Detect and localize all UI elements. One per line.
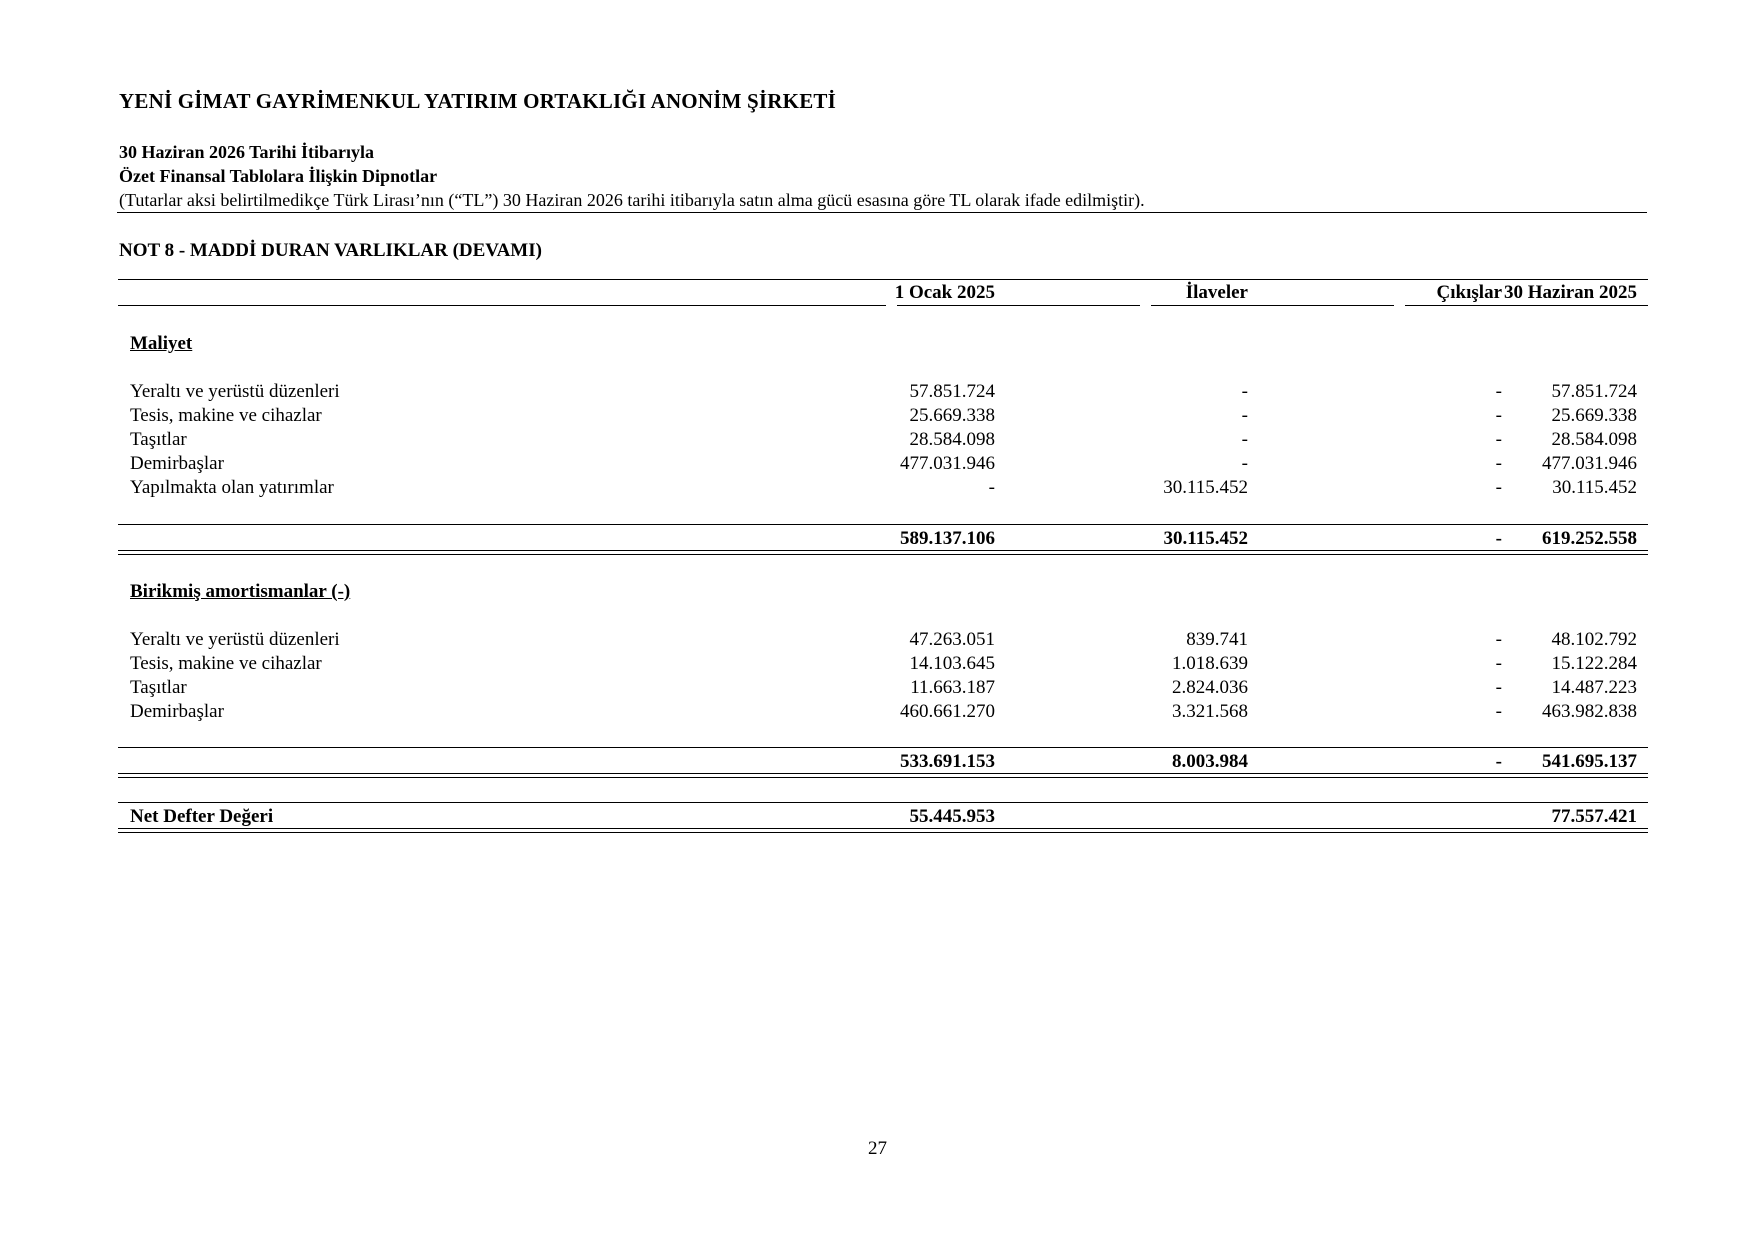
total-double-rule (118, 550, 1140, 555)
value-cell: 30.115.452 (1163, 477, 1248, 498)
value-cell: 463.982.838 (1542, 701, 1637, 722)
value-cell: 14.103.645 (909, 653, 995, 674)
report-date: 30 Haziran 2026 Tarihi İtibarıyla (119, 142, 375, 162)
total-cell: 619.252.558 (1542, 528, 1637, 549)
currency-note: (Tutarlar aksi belirtilmedikçe Türk Lirası’nın (“TL”) 30 Haziran 2026 tarihi itibarıyla satın alma gücü esasına göre TL olarak ifade edilmiştir). (119, 190, 1145, 210)
value-cell: 47.263.051 (909, 629, 995, 650)
value-cell: 3.321.568 (1172, 701, 1248, 722)
row-label: Tesis, makine ve cihazlar (130, 653, 322, 674)
table-top-rule (118, 279, 1648, 280)
column-header-3: Çıkışlar (1436, 282, 1502, 303)
column-header-4: 30 Haziran 2025 (1504, 282, 1637, 303)
total-cell: 541.695.137 (1542, 751, 1637, 772)
fixed-assets-table (118, 276, 1648, 836)
row-label: Taşıtlar (130, 677, 187, 698)
value-cell: 15.122.284 (1551, 653, 1637, 674)
header-underline (897, 305, 1140, 306)
column-header-1: 1 Ocak 2025 (894, 282, 995, 303)
value-cell: 28.584.098 (1551, 429, 1637, 450)
value-cell: - (1495, 629, 1502, 650)
header-underline (1151, 305, 1394, 306)
total-cell: 8.003.984 (1172, 751, 1248, 772)
header-underline (1405, 305, 1648, 306)
net-value-double-rule (118, 828, 1140, 833)
value-cell: 477.031.946 (900, 453, 995, 474)
value-cell: 477.031.946 (1542, 453, 1637, 474)
value-cell: - (1495, 405, 1502, 426)
value-cell: 2.824.036 (1172, 677, 1248, 698)
total-double-rule (118, 773, 1140, 778)
net-book-value-label: Net Defter Değeri (130, 806, 274, 827)
value-cell: - (1241, 405, 1248, 426)
value-cell: 28.584.098 (909, 429, 995, 450)
value-cell: 839.741 (1186, 629, 1248, 650)
header-underline (118, 305, 886, 306)
row-label: Yeraltı ve yerüstü düzenleri (130, 629, 340, 650)
total-double-rule (1140, 773, 1648, 778)
total-cell: 589.137.106 (900, 528, 995, 549)
value-cell: 25.669.338 (909, 405, 995, 426)
row-label: Yapılmakta olan yatırımlar (130, 477, 334, 498)
value-cell: 57.851.724 (909, 381, 995, 402)
page-number: 27 (868, 1138, 887, 1159)
section-title-depreciation: Birikmiş amortismanlar (-) (130, 581, 351, 602)
note-title: NOT 8 - MADDİ DURAN VARLIKLAR (DEVAMI) (119, 240, 542, 261)
value-cell: - (1495, 453, 1502, 474)
value-cell: 1.018.639 (1172, 653, 1248, 674)
row-label: Yeraltı ve yerüstü düzenleri (130, 381, 340, 402)
value-cell: 25.669.338 (1551, 405, 1637, 426)
value-cell: 14.487.223 (1551, 677, 1637, 698)
row-label: Taşıtlar (130, 429, 187, 450)
company-name: YENİ GİMAT GAYRİMENKUL YATIRIM ORTAKLIĞI ANONİM ŞİRKETİ (119, 89, 836, 113)
value-cell: 57.851.724 (1551, 381, 1637, 402)
total-double-rule (1140, 550, 1648, 555)
value-cell: - (1241, 381, 1248, 402)
row-label: Demirbaşlar (130, 453, 224, 474)
row-label: Demirbaşlar (130, 701, 224, 722)
value-cell: - (1495, 677, 1502, 698)
total-cell: 30.115.452 (1163, 528, 1248, 549)
value-cell: 48.102.792 (1551, 629, 1637, 650)
report-subtitle: Özet Finansal Tablolara İlişkin Dipnotlar (119, 166, 438, 186)
total-cell: 533.691.153 (900, 751, 995, 772)
total-cell: - (1495, 751, 1502, 772)
value-cell: - (1495, 653, 1502, 674)
net-value-double-rule (1140, 828, 1648, 833)
header-divider (117, 212, 1647, 213)
row-label: Tesis, makine ve cihazlar (130, 405, 322, 426)
section-title-cost: Maliyet (130, 333, 193, 354)
value-cell: - (1495, 477, 1502, 498)
column-header-2: İlaveler (1185, 282, 1248, 303)
net-value-cell: 55.445.953 (909, 806, 995, 827)
value-cell: 460.661.270 (900, 701, 995, 722)
value-cell: - (1495, 429, 1502, 450)
value-cell: 11.663.187 (910, 677, 995, 698)
value-cell: - (988, 477, 995, 498)
value-cell: - (1495, 381, 1502, 402)
value-cell: - (1241, 453, 1248, 474)
subtotal-top-rule (118, 747, 1648, 748)
value-cell: - (1241, 429, 1248, 450)
net-value-top-rule (118, 802, 1648, 803)
total-cell: - (1495, 528, 1502, 549)
value-cell: 30.115.452 (1552, 477, 1637, 498)
subtotal-top-rule (118, 524, 1648, 525)
net-value-cell: 77.557.421 (1551, 806, 1637, 827)
value-cell: - (1495, 701, 1502, 722)
